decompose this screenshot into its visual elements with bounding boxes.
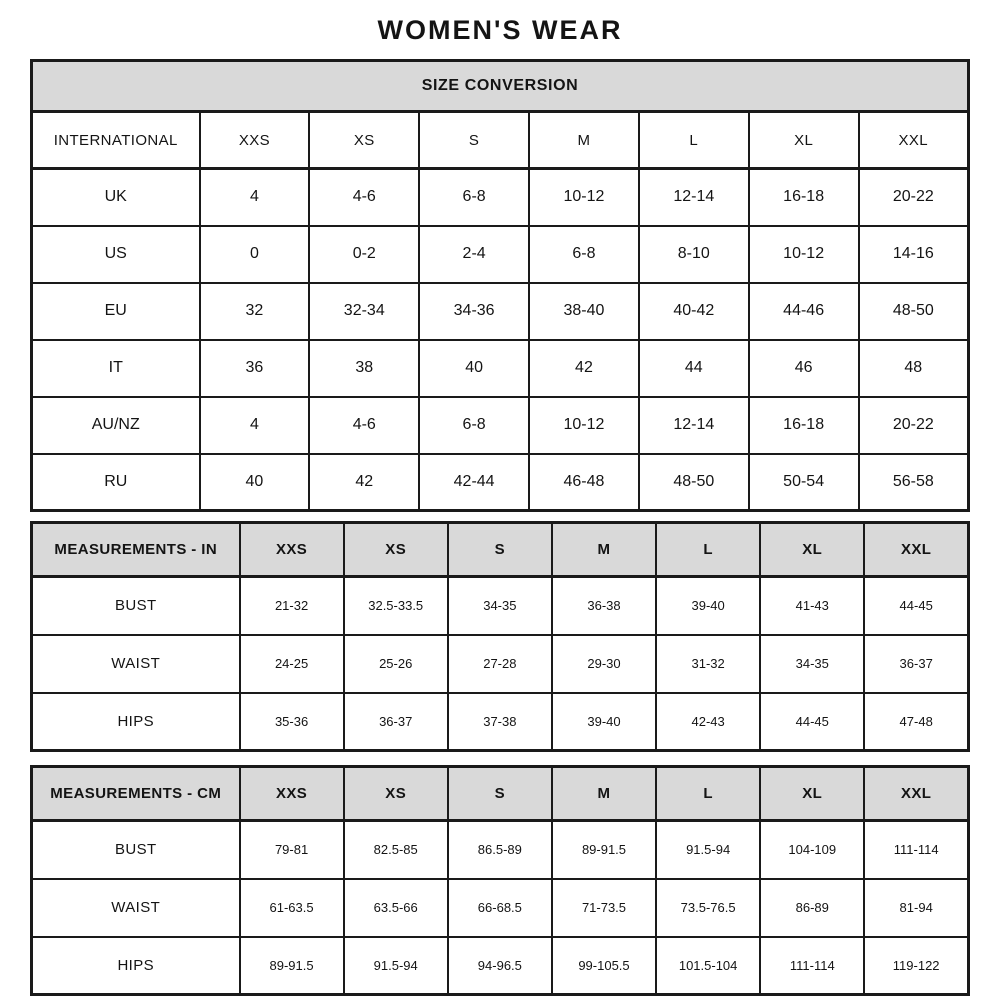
- table-row: [32, 340, 969, 397]
- row-label: WAIST: [32, 879, 240, 937]
- size-cell: 4: [200, 397, 310, 454]
- size-cell: 48-50: [859, 283, 969, 340]
- size-cell: 0: [200, 226, 310, 283]
- column-header-row: [32, 523, 969, 577]
- measurements-in-table: [30, 521, 970, 752]
- row-label: IT: [32, 340, 200, 397]
- size-cell: 12-14: [639, 397, 749, 454]
- measurement-cell: 104-109: [760, 821, 864, 879]
- column-header: XXS: [240, 523, 344, 577]
- measurement-cell: 24-25: [240, 635, 344, 693]
- size-cell: 16-18: [749, 169, 859, 226]
- size-cell: 6-8: [419, 169, 529, 226]
- table-row: [32, 283, 969, 340]
- size-cell: 6-8: [529, 226, 639, 283]
- measurement-cell: 34-35: [760, 635, 864, 693]
- column-header: M: [552, 767, 656, 821]
- measurement-cell: 61-63.5: [240, 879, 344, 937]
- size-cell: 38: [309, 340, 419, 397]
- table-row: [32, 226, 969, 283]
- row-label: UK: [32, 169, 200, 226]
- measurement-cell: 101.5-104: [656, 937, 760, 995]
- measurement-cell: 47-48: [864, 693, 968, 751]
- column-header: INTERNATIONAL: [32, 112, 200, 169]
- measurement-cell: 73.5-76.5: [656, 879, 760, 937]
- measurement-cell: 94-96.5: [448, 937, 552, 995]
- table-row: [32, 821, 969, 879]
- table-title: MEASUREMENTS - IN: [32, 523, 240, 577]
- size-cell: 38-40: [529, 283, 639, 340]
- measurement-cell: 81-94: [864, 879, 968, 937]
- measurement-cell: 44-45: [864, 577, 968, 635]
- size-cell: 46: [749, 340, 859, 397]
- measurement-cell: 39-40: [656, 577, 760, 635]
- size-cell: 40: [200, 454, 310, 511]
- measurement-cell: 42-43: [656, 693, 760, 751]
- row-label: AU/NZ: [32, 397, 200, 454]
- measurements-cm-table: [30, 765, 970, 996]
- measurement-cell: 91.5-94: [344, 937, 448, 995]
- table-row: [32, 577, 969, 635]
- measurement-cell: 71-73.5: [552, 879, 656, 937]
- size-cell: 4-6: [309, 397, 419, 454]
- column-header: S: [448, 523, 552, 577]
- size-cell: 48: [859, 340, 969, 397]
- column-header: XXL: [864, 523, 968, 577]
- size-cell: 40-42: [639, 283, 749, 340]
- column-header: XS: [344, 767, 448, 821]
- measurement-cell: 111-114: [760, 937, 864, 995]
- size-cell: 42-44: [419, 454, 529, 511]
- measurement-cell: 27-28: [448, 635, 552, 693]
- size-cell: 42: [529, 340, 639, 397]
- column-header: XXL: [864, 767, 968, 821]
- column-header: XL: [749, 112, 859, 169]
- table-row: [32, 937, 969, 995]
- column-header: XXS: [200, 112, 310, 169]
- row-label: US: [32, 226, 200, 283]
- row-label: WAIST: [32, 635, 240, 693]
- row-label: EU: [32, 283, 200, 340]
- table-title: MEASUREMENTS - CM: [32, 767, 240, 821]
- size-cell: 32: [200, 283, 310, 340]
- column-header: L: [656, 767, 760, 821]
- column-header-row: [32, 767, 969, 821]
- measurement-cell: 91.5-94: [656, 821, 760, 879]
- size-cell: 10-12: [529, 169, 639, 226]
- size-cell: 46-48: [529, 454, 639, 511]
- column-header: XL: [760, 523, 864, 577]
- column-header: S: [419, 112, 529, 169]
- size-cell: 4-6: [309, 169, 419, 226]
- measurement-cell: 39-40: [552, 693, 656, 751]
- column-header: S: [448, 767, 552, 821]
- size-cell: 42: [309, 454, 419, 511]
- size-cell: 2-4: [419, 226, 529, 283]
- size-cell: 32-34: [309, 283, 419, 340]
- size-cell: 34-36: [419, 283, 529, 340]
- table-title-row: [32, 61, 969, 112]
- table-row: [32, 454, 969, 511]
- size-conversion-table: [30, 59, 970, 512]
- measurement-cell: 32.5-33.5: [344, 577, 448, 635]
- measurement-cell: 86.5-89: [448, 821, 552, 879]
- page-title: WOMEN'S WEAR: [377, 15, 623, 45]
- measurement-cell: 66-68.5: [448, 879, 552, 937]
- measurement-cell: 89-91.5: [552, 821, 656, 879]
- measurement-cell: 99-105.5: [552, 937, 656, 995]
- size-cell: 20-22: [859, 397, 969, 454]
- row-label: BUST: [32, 577, 240, 635]
- measurement-cell: 36-37: [864, 635, 968, 693]
- column-header: L: [656, 523, 760, 577]
- measurement-cell: 86-89: [760, 879, 864, 937]
- table-row: [32, 879, 969, 937]
- row-label: RU: [32, 454, 200, 511]
- row-label: BUST: [32, 821, 240, 879]
- size-cell: 50-54: [749, 454, 859, 511]
- column-header: L: [639, 112, 749, 169]
- row-label: HIPS: [32, 937, 240, 995]
- column-header: XS: [309, 112, 419, 169]
- column-header: M: [529, 112, 639, 169]
- measurement-cell: 82.5-85: [344, 821, 448, 879]
- measurement-cell: 29-30: [552, 635, 656, 693]
- column-header: XS: [344, 523, 448, 577]
- measurement-cell: 31-32: [656, 635, 760, 693]
- size-cell: 6-8: [419, 397, 529, 454]
- size-cell: 20-22: [859, 169, 969, 226]
- size-cell: 8-10: [639, 226, 749, 283]
- measurement-cell: 21-32: [240, 577, 344, 635]
- column-header: M: [552, 523, 656, 577]
- measurement-cell: 25-26: [344, 635, 448, 693]
- column-header: XXL: [859, 112, 969, 169]
- column-header: XL: [760, 767, 864, 821]
- size-cell: 36: [200, 340, 310, 397]
- size-cell: 56-58: [859, 454, 969, 511]
- column-header: XXS: [240, 767, 344, 821]
- size-cell: 14-16: [859, 226, 969, 283]
- table-title: SIZE CONVERSION: [32, 61, 969, 112]
- size-cell: 10-12: [529, 397, 639, 454]
- size-cell: 48-50: [639, 454, 749, 511]
- size-cell: 44: [639, 340, 749, 397]
- measurement-cell: 89-91.5: [240, 937, 344, 995]
- size-cell: 10-12: [749, 226, 859, 283]
- measurement-cell: 111-114: [864, 821, 968, 879]
- size-cell: 44-46: [749, 283, 859, 340]
- measurement-cell: 79-81: [240, 821, 344, 879]
- size-cell: 12-14: [639, 169, 749, 226]
- table-row: [32, 397, 969, 454]
- measurement-cell: 41-43: [760, 577, 864, 635]
- measurement-cell: 63.5-66: [344, 879, 448, 937]
- table-row: [32, 169, 969, 226]
- size-cell: 16-18: [749, 397, 859, 454]
- size-cell: 0-2: [309, 226, 419, 283]
- measurement-cell: 35-36: [240, 693, 344, 751]
- table-row: [32, 635, 969, 693]
- measurement-cell: 37-38: [448, 693, 552, 751]
- measurement-cell: 119-122: [864, 937, 968, 995]
- column-header-row: [32, 112, 969, 169]
- row-label: HIPS: [32, 693, 240, 751]
- measurement-cell: 36-38: [552, 577, 656, 635]
- table-row: [32, 693, 969, 751]
- measurement-cell: 44-45: [760, 693, 864, 751]
- size-cell: 4: [200, 169, 310, 226]
- measurement-cell: 36-37: [344, 693, 448, 751]
- measurement-cell: 34-35: [448, 577, 552, 635]
- size-cell: 40: [419, 340, 529, 397]
